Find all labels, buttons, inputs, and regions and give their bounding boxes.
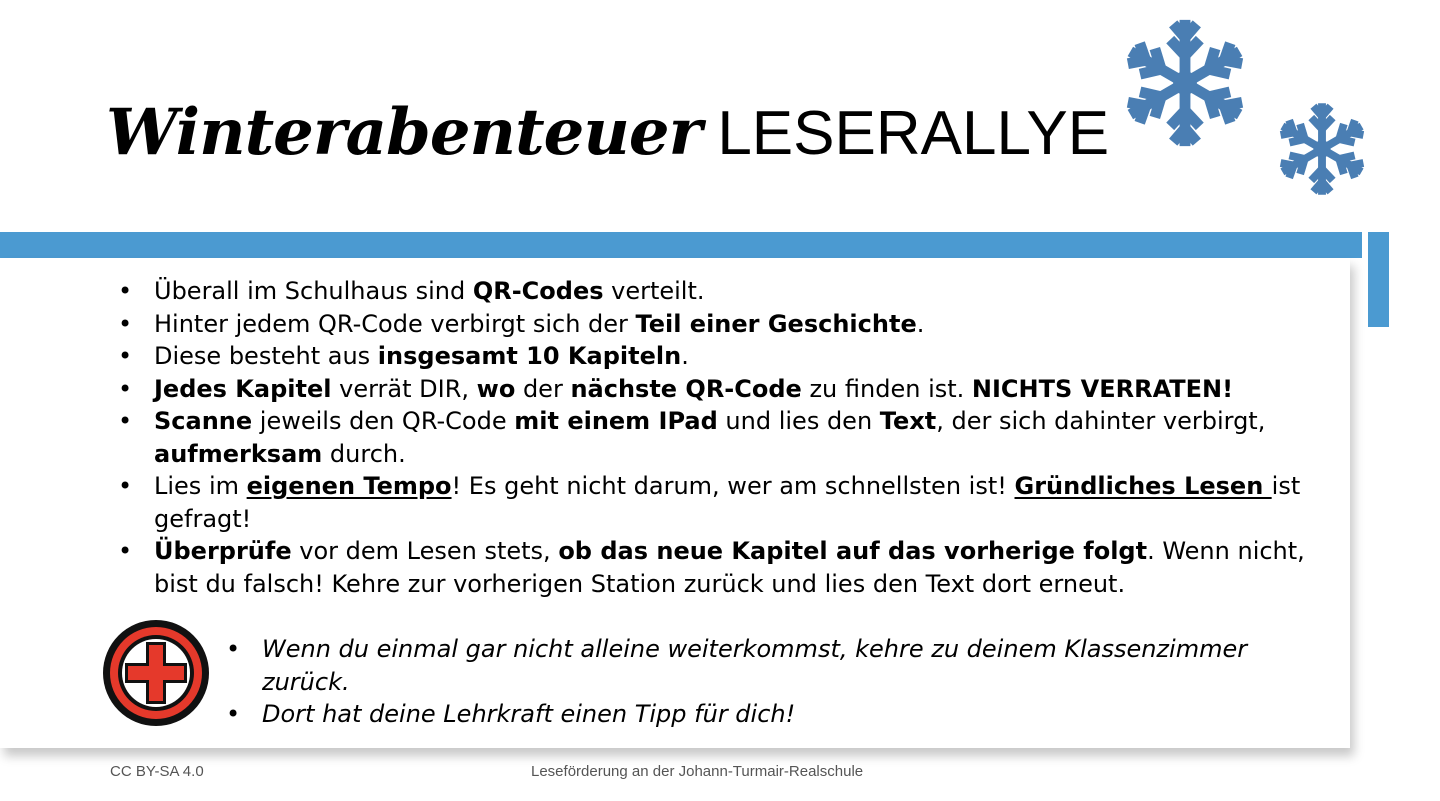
rule-item [118,275,1338,308]
rule-text-segment: Lies im [154,472,247,500]
rule-text-segment: und lies den [717,407,880,435]
help-list [226,633,1336,731]
first-aid-cross-icon [101,618,211,728]
rule-text-segment: vor dem Lesen stets, [291,537,559,565]
rule-text-segment: Text [879,407,937,435]
snowflake-arms [1277,103,1367,194]
rule-text-segment: Jedes Kapitel [154,374,332,403]
rule-text-segment: ist gefragt! [154,472,1301,533]
title-script-word: Winterabenteuer [106,95,702,170]
title-main-word: LESERALLYE [717,99,1110,168]
rule-item [118,405,1338,470]
rule-text-segment: Gründliches Lesen [1014,472,1272,500]
footer-organization: Leseförderung an der Johann-Turmair-Realschule [531,763,864,780]
rule-item [118,308,1338,341]
rule-text-segment: . [916,309,925,338]
accent-band-vertical [1368,232,1389,327]
rule-text-segment: durch. [322,439,406,468]
slide-title [106,88,1109,178]
rule-text-segment: insgesamt 10 Kapiteln [377,342,682,370]
rule-text-segment: . Wenn nicht, bist du falsch! Kehre zur vorherigen Station zurück und lies den Text dort erneut. [154,537,1305,598]
rule-text-segment: nächste QR-Code [570,374,802,403]
rule-text-segment: eigenen Tempo [246,472,452,500]
rule-text-segment: Scanne [154,407,253,435]
snowflake-icon [1116,10,1254,156]
rule-text-segment: Diese besteht aus [154,342,378,370]
rule-text-segment: NICHTS VERRATEN! [971,374,1234,403]
rules-list [118,275,1338,600]
rule-text-segment: ! Es geht nicht darum, wer am schnellsten ist! [451,472,1015,500]
accent-band-horizontal [0,232,1362,258]
rule-item [118,535,1338,600]
help-item: • Wenn du einmal gar nicht alleine weiterkommst, kehre zu deinem Klassenzimmer zurück. [226,633,1336,698]
rule-text-segment: der [515,374,571,403]
rule-text-segment: zu finden ist. [801,374,972,403]
rule-item [118,373,1338,406]
rule-item [118,470,1338,535]
rule-text-segment: verteilt. [603,277,705,305]
rule-text-segment: Überprüfe [154,537,292,565]
rule-text-segment: , der sich dahinter verbirgt, [936,407,1266,435]
snowflake-arms [1123,20,1247,146]
rule-text-segment: aufmerksam [154,439,323,468]
rule-text-segment: QR-Codes [472,277,604,305]
rule-item [118,340,1338,373]
rule-text-segment: mit einem IPad [514,407,718,435]
rule-text-segment: Überall im Schulhaus sind [154,277,473,305]
rule-text-segment: jeweils den QR-Code [252,407,515,435]
rule-text-segment: . [681,342,689,370]
help-item: • Dort hat deine Lehrkraft einen Tipp für dich! [226,698,1336,731]
snowflake-icon [1272,96,1372,202]
rule-text-segment: Teil einer Geschichte [635,309,917,338]
rule-text-segment: wo [476,374,516,403]
license-label: CC BY-SA 4.0 [110,763,204,780]
rule-text-segment: Hinter jedem QR-Code verbirgt sich der [154,309,636,338]
rule-text-segment: ob das neue Kapitel auf das vorherige folgt [558,537,1148,565]
rule-text-segment: verrät DIR, [331,374,477,403]
